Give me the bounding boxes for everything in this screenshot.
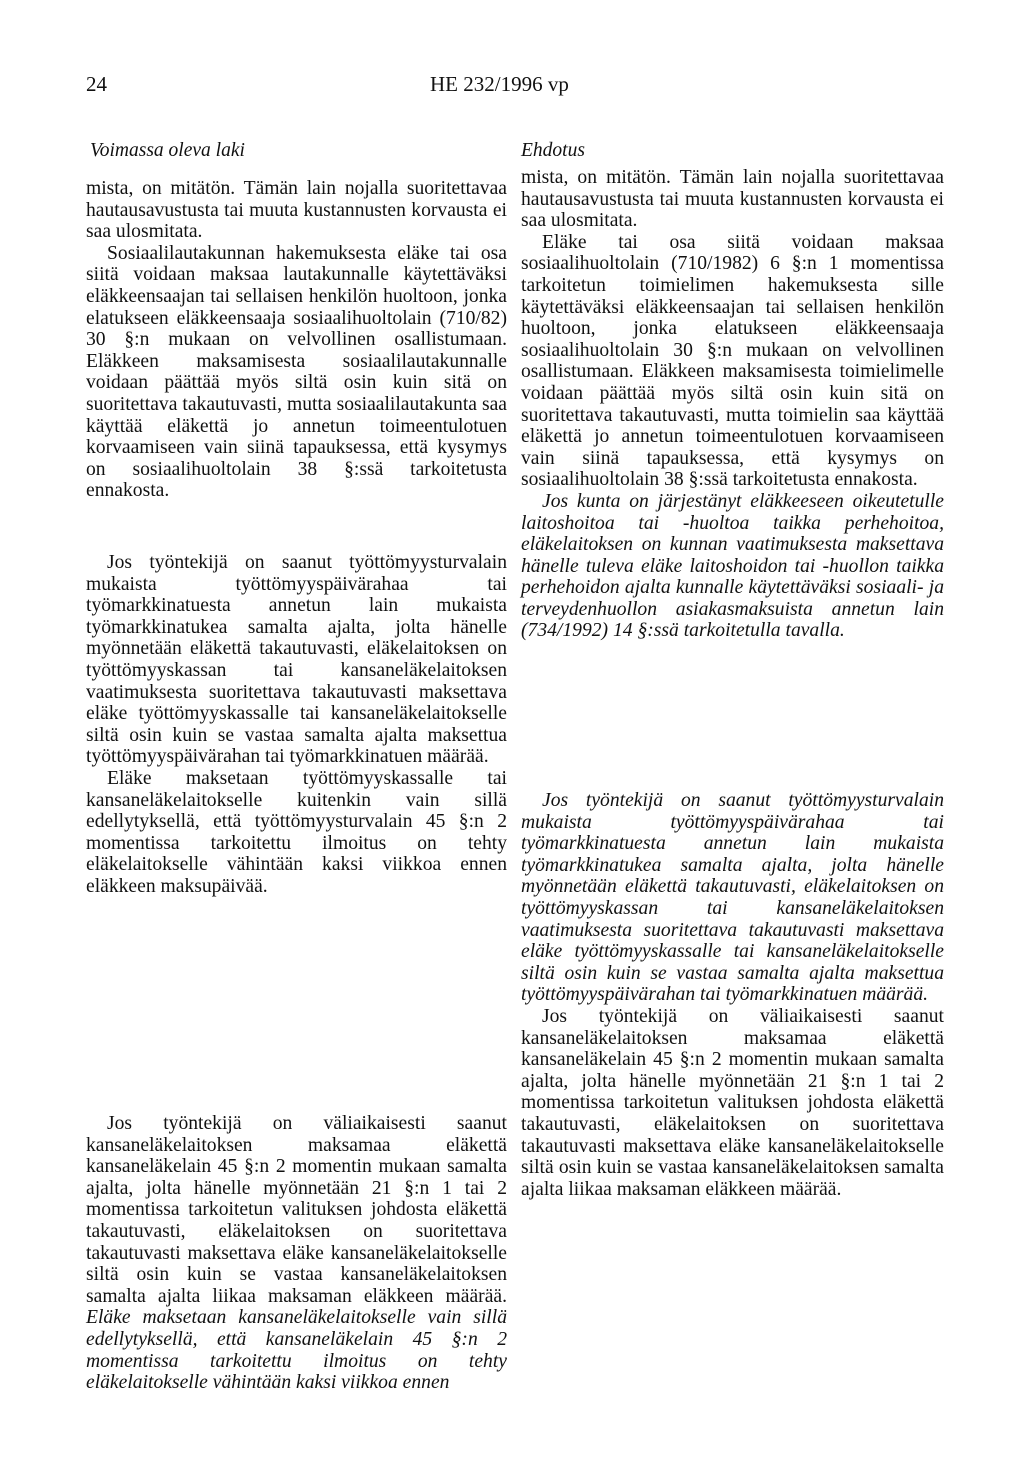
left-paragraph-2: Sosiaalilautakunnan hakemuksesta eläke tai osa siitä voidaan maksaa lautakunnalle käytettäväksi eläkkeensaajan tai sellaisen henkilön huoltoon, jonka elatukseen eläkkeensaaja sosiaalihuoltolain (710/82) 30 §:n mukaan on velvollinen osallistumaan. Eläkkeen maksamisesta sosiaalilautakunnalle voidaan päättää myös siltä osin kuin sitä on suoritettava takautuvasti, mutta sosiaalilautakunta saa käyttää eläkettä jo annetun toimeentulotuen korvaamiseen vain siinä tapauksessa, että kysymys on sosiaalihuoltolain 38 §:ssä tarkoitetusta ennakosta. xyxy=(86,242,507,502)
left-paragraph-4: Eläke maksetaan työttömyyskassalle tai kansaneläkelaitokselle kuitenkin vain sillä edellytyksellä, että työttömyysturvalain 45 §:n 2 momentissa tarkoitettu ilmoitus on tehty eläkelaitokselle vähintään kaksi viikkoa ennen eläkkeen maksupäivää. xyxy=(86,767,507,897)
left-paragraph-3: Jos työntekijä on saanut työttömyysturvalain mukaista työttömyyspäivärahaa tai työmarkkinatuesta annetun lain mukaista työmarkkinatukea samalta ajalta, jolta hänelle myönnetään eläkettä takautuvasti, eläkelaitoksen on työttömyyskassan tai kansaneläkelaitoksen vaatimuksesta suoritettava takautuvasti maksettava eläke työttömyyskassalle tai kansaneläkelaitokselle siltä osin kuin se vastaa samalta ajalta maksettua työttömyyspäivärahan tai työmarkkinatuen määrää. xyxy=(86,552,507,768)
right-paragraph-1: mista, on mitätön. Tämän lain nojalla suoritettavaa hautausavustusta tai muuta kustannusten korvausta ei saa ulosmitata. xyxy=(521,167,944,232)
right-column-heading: Ehdotus xyxy=(521,140,585,161)
left-paragraph-5-regular: Jos työntekijä on väliaikaisesti saanut kansaneläkelaitoksen maksamaa eläkettä kansaneläkelain 45 §:n 2 momentin mukaan samalta ajalta, jolta hänelle myönnetään 21 §:n 1 tai 2 momentissa tarkoitetun valituksen johdosta eläkettä takautuvasti, eläkelaitoksen on suoritettava takautuvasti maksettava eläke kansaneläkelaitokselle siltä osin kuin se vastaa kansaneläkelaitoksen samalta ajalta liikaa maksaman eläkkeen määrää. xyxy=(86,1113,507,1307)
document-id: HE 232/1996 vp xyxy=(430,72,569,96)
right-paragraph-4: Jos työntekijä on saanut työttömyysturvalain mukaista työttömyyspäivärahaa tai työmarkkinatuesta annetun lain mukaista työmarkkinatukea samalta ajalta, jolta hänelle myönnetään eläkettä takautuvasti, eläkelaitoksen on työttömyyskassan tai kansaneläkelaitoksen vaatimuksesta suoritettava takautuvasti maksettava eläke työttömyyskassalle tai kansaneläkelaitokselle siltä osin kuin se vastaa samalta ajalta maksettua työttömyyspäivärahan tai työmarkkinatuen määrää. xyxy=(521,790,944,1006)
left-paragraph-1: mista, on mitätön. Tämän lain nojalla suoritettavaa hautausavustusta tai muuta kustannusten korvausta ei saa ulosmitata. xyxy=(86,178,507,243)
right-paragraph-2: Eläke tai osa siitä voidaan maksaa sosiaalihuoltolain (710/1982) 6 §:n 1 momentissa tarkoitetun toimielimen hakemuksesta sille käytettäväksi eläkkeensaajan tai sellaisen henkilön huoltoon, jonka elatukseen eläkkeensaaja sosiaalihuoltolain 30 §:n mukaan on velvollinen osallistumaan. Eläkkeen maksamisesta toimielimelle voidaan päättää myös siltä osin kuin sitä on suoritettava takautuvasti, mutta toimielin saa käyttää eläkettä jo annetun toimeentulotuen korvaamiseen vain siinä tapauksessa, että kysymys on sosiaalihuoltolain 38 §:ssä tarkoitetusta ennakosta. xyxy=(521,231,944,491)
left-paragraph-5-italic: Eläke maksetaan kansaneläkelaitokselle vain sillä edellytyksellä, että kansaneläkelain 45 §:n 2 momentissa tarkoitettu ilmoitus on tehty eläkelaitokselle vähintään kaksi viikkoa ennen xyxy=(86,1307,507,1394)
left-paragraph-5 xyxy=(86,1113,507,1394)
page-number: 24 xyxy=(86,72,107,96)
right-paragraph-5: Jos työntekijä on väliaikaisesti saanut kansaneläkelaitoksen maksamaa eläkettä kansaneläkelain 45 §:n 2 momentin mukaan samalta ajalta, jolta hänelle myönnetään 21 §:n 1 tai 2 momentissa tarkoitetun valituksen johdosta eläkettä takautuvasti, eläkelaitoksen on suoritettava takautuvasti maksettava eläke kansaneläkelaitokselle siltä osin kuin se vastaa kansaneläkelaitoksen samalta ajalta liikaa maksaman eläkkeen määrää. xyxy=(521,1005,944,1200)
left-column-heading: Voimassa oleva laki xyxy=(90,140,245,161)
right-paragraph-3: Jos kunta on järjestänyt eläkkeeseen oikeutetulle laitoshoitoa tai -huoltoa taikka perhehoitoa, eläkelaitoksen on kunnan vaatimuksesta maksettava hänelle tuleva eläke laitoshoidon tai -huollon taikka perhehoidon ajalta kunnalle käytettäväksi sosiaali- ja terveydenhuollon asiakasmaksuista annetun lain (734/1992) 14 §:ssä tarkoitetulla tavalla. xyxy=(521,490,944,642)
